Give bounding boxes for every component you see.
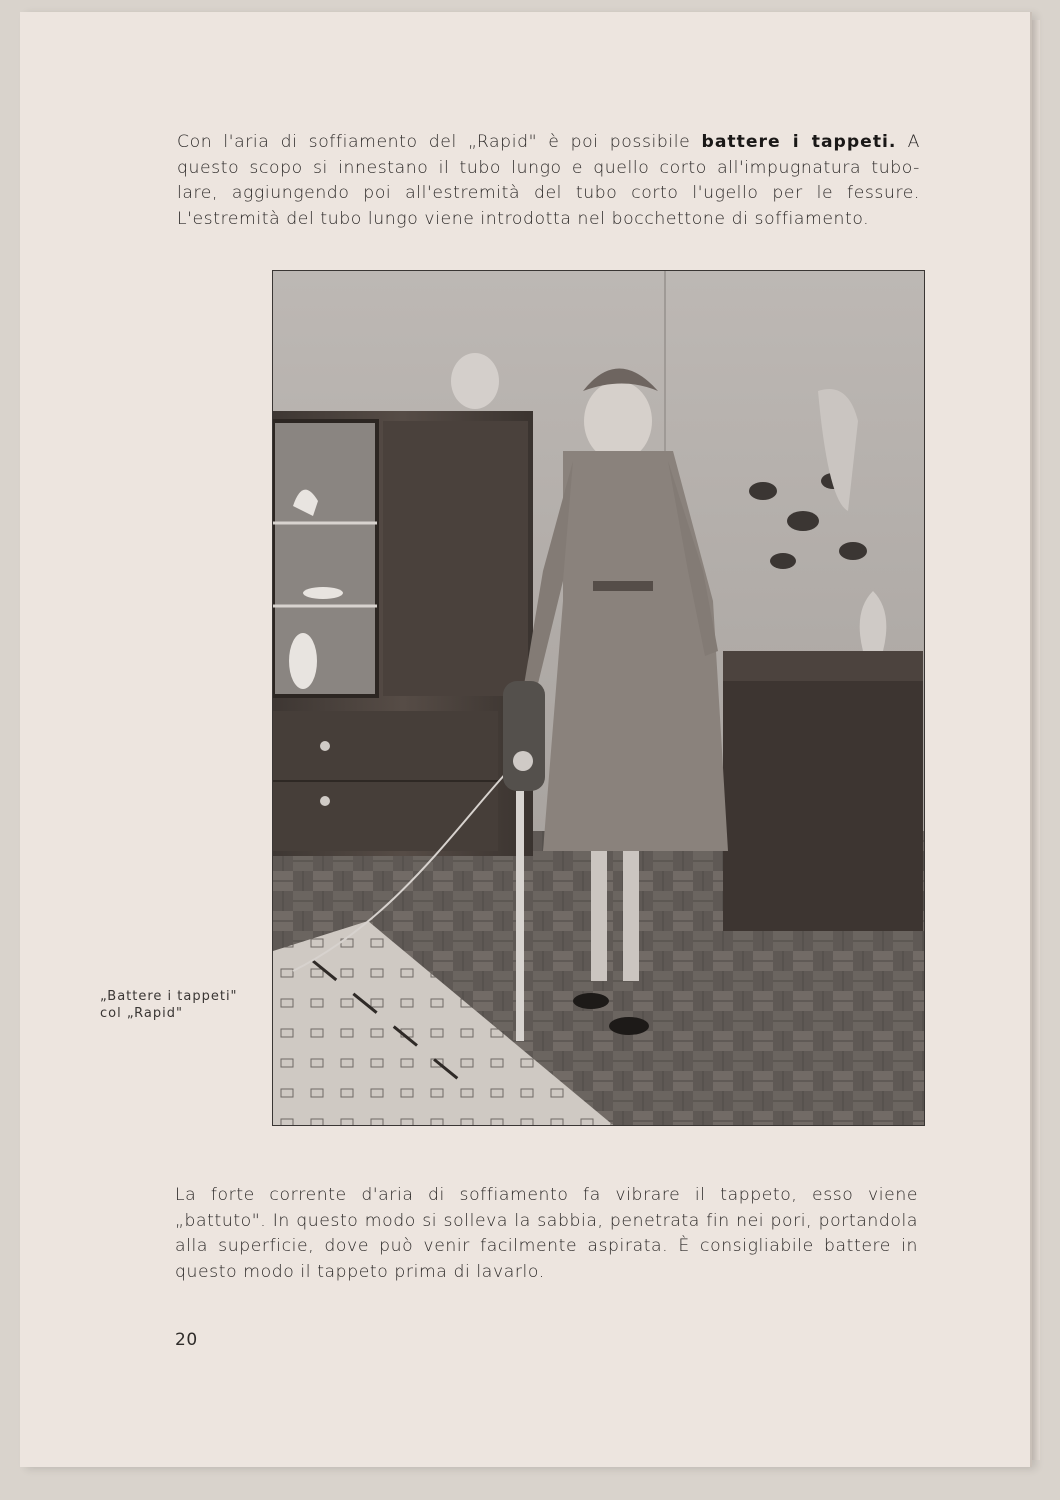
intro-line-4: L'estremità del tubo lungo viene introdotta nel bocchettone di soffiamento.	[177, 208, 870, 229]
intro-line-2: questo scopo si innestano il tubo lungo e quello corto all'impugnatura tubo-	[177, 157, 920, 178]
closing-line-4: questo modo il tappeto prima di lavarlo.	[175, 1261, 545, 1282]
page-number: 20	[175, 1330, 198, 1350]
closing-line-1: La forte corrente d'aria di soffiamento fa vibrare il tappeto, esso viene	[175, 1185, 918, 1205]
closing-line-2: „battuto". In questo modo si solleva la sabbia, penetrata fin nei pori, portandola	[175, 1210, 918, 1231]
closing-line-3: alla superficie, dove può venir facilmente aspirata. È consigliabile battere in	[175, 1236, 918, 1256]
closing-paragraph	[175, 1183, 918, 1285]
caption-line-2: col „Rapid"	[100, 1006, 183, 1021]
caption-line-1: „Battere i tappeti"	[100, 989, 238, 1004]
page-edge	[1030, 20, 1040, 1460]
bold-phrase: battere i tappeti.	[701, 132, 897, 152]
photo-illustration	[273, 271, 924, 1125]
photo-caption	[100, 988, 270, 1022]
vacuum-photo	[272, 270, 925, 1126]
intro-line-1: Con l'aria di soffiamento del „Rapid" è poi possibile battere i tappeti. A	[177, 132, 921, 152]
intro-line-3: lare, aggiungendo poi all'estremità del tubo corto l'ugello per le fessure.	[177, 183, 920, 203]
intro-paragraph	[177, 130, 920, 232]
